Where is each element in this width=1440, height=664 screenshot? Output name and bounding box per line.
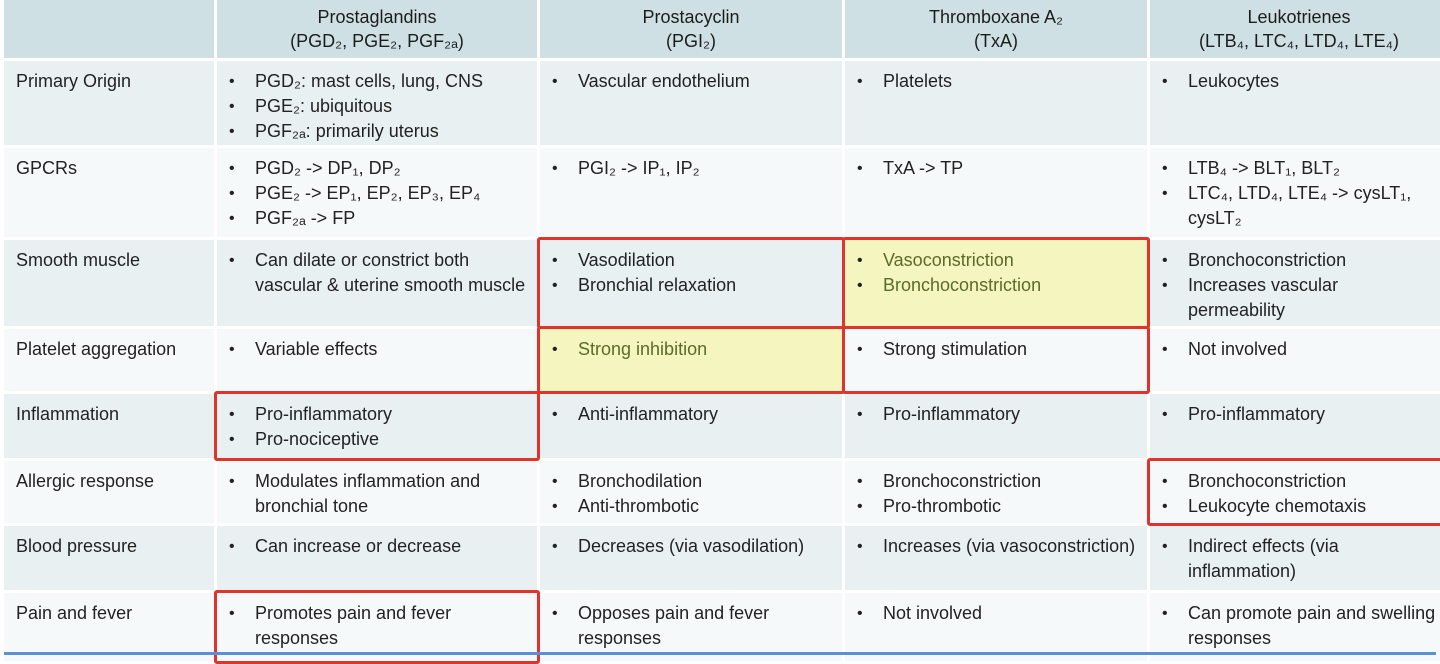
header-prostaglandins bbox=[217, 0, 537, 58]
header-blank bbox=[4, 0, 214, 58]
bullet-item: • Indirect effects (via inflammation) bbox=[1162, 534, 1438, 584]
bullet-item: • Vasodilation bbox=[552, 248, 832, 273]
row-label: GPCRs bbox=[4, 148, 214, 237]
cell-leukotrienes bbox=[1150, 148, 1440, 237]
bullet-item: • Pro-inflammatory bbox=[1162, 402, 1438, 427]
header-thromboxane bbox=[845, 0, 1147, 58]
cell-prostacyclin bbox=[540, 240, 842, 326]
bullet-item: • Bronchodilation bbox=[552, 469, 832, 494]
cell-thromboxane bbox=[845, 593, 1147, 661]
cell-prostaglandins bbox=[217, 61, 537, 145]
cell-prostacyclin bbox=[540, 148, 842, 237]
cell-thromboxane bbox=[845, 526, 1147, 590]
bullet-list bbox=[1162, 469, 1438, 519]
bullet-list bbox=[229, 248, 527, 298]
bullet-list bbox=[552, 534, 832, 559]
bullet-item: • Pro-thrombotic bbox=[857, 494, 1137, 519]
bullet-list bbox=[229, 534, 527, 559]
bullet-list bbox=[229, 156, 527, 231]
header-leukotrienes bbox=[1150, 0, 1440, 58]
bullet-list bbox=[552, 402, 832, 427]
bullet-list bbox=[1162, 69, 1438, 94]
cell-prostaglandins bbox=[217, 593, 537, 661]
table-bottom-rule bbox=[4, 652, 1436, 655]
bullet-list bbox=[1162, 248, 1438, 323]
bullet-item: • PGI₂ -> IP₁, IP₂ bbox=[552, 156, 832, 181]
bullet-list bbox=[552, 601, 832, 651]
bullet-list bbox=[1162, 601, 1438, 651]
bullet-item: • Bronchoconstriction bbox=[857, 469, 1137, 494]
header-col-name: Thromboxane A₂ bbox=[928, 7, 1064, 27]
bullet-item: • Bronchoconstriction bbox=[857, 273, 1137, 298]
bullet-item: • Not involved bbox=[857, 601, 1137, 626]
bullet-item: • Can increase or decrease bbox=[229, 534, 527, 559]
bullet-list bbox=[857, 156, 1137, 181]
header-col-name: Prostaglandins bbox=[317, 7, 437, 27]
row-label: Smooth muscle bbox=[4, 240, 214, 326]
bullet-list bbox=[552, 337, 832, 362]
header-prostacyclin bbox=[540, 0, 842, 58]
bullet-item: • Bronchoconstriction bbox=[1162, 469, 1438, 494]
bullet-item: • Strong inhibition bbox=[552, 337, 832, 362]
cell-leukotrienes bbox=[1150, 240, 1440, 326]
bullet-list bbox=[229, 337, 527, 362]
row-label: Blood pressure bbox=[4, 526, 214, 590]
bullet-item: • Anti-thrombotic bbox=[552, 494, 832, 519]
cell-leukotrienes bbox=[1150, 526, 1440, 590]
bullet-list bbox=[857, 601, 1137, 626]
cell-prostaglandins bbox=[217, 526, 537, 590]
bullet-item: • LTC₄, LTD₄, LTE₄ -> cysLT₁, cysLT₂ bbox=[1162, 181, 1438, 231]
bullet-list bbox=[1162, 534, 1438, 584]
bullet-list bbox=[1162, 337, 1438, 362]
row-label: Allergic response bbox=[4, 461, 214, 523]
bullet-list bbox=[1162, 156, 1438, 231]
cell-thromboxane bbox=[845, 240, 1147, 326]
bullet-item: • Platelets bbox=[857, 69, 1137, 94]
header-col-sub: (LTB₄, LTC₄, LTD₄, LTE₄) bbox=[1198, 31, 1400, 51]
header-col-name: Leukotrienes bbox=[1247, 7, 1351, 27]
cell-thromboxane bbox=[845, 329, 1147, 391]
bullet-list bbox=[857, 69, 1137, 94]
bullet-item: • Decreases (via vasodilation) bbox=[552, 534, 832, 559]
bullet-item: • PGF₂ₐ -> FP bbox=[229, 206, 527, 231]
cell-prostaglandins bbox=[217, 461, 537, 523]
row-label: Inflammation bbox=[4, 394, 214, 458]
bullet-item: • Opposes pain and fever responses bbox=[552, 601, 832, 651]
bullet-item: • Leukocytes bbox=[1162, 69, 1438, 94]
bullet-item: • Modulates inflammation and bronchial tone bbox=[229, 469, 527, 519]
cell-thromboxane bbox=[845, 61, 1147, 145]
bullet-item: • Bronchoconstriction bbox=[1162, 248, 1438, 273]
bullet-item: • PGE₂: ubiquitous bbox=[229, 94, 527, 119]
header-col-sub: (TxA) bbox=[974, 31, 1018, 51]
header-col-sub: (PGD₂, PGE₂, PGF₂ₐ) bbox=[290, 31, 464, 51]
cell-leukotrienes bbox=[1150, 61, 1440, 145]
cell-thromboxane bbox=[845, 394, 1147, 458]
bullet-item: • Promotes pain and fever responses bbox=[229, 601, 527, 651]
bullet-item: • PGD₂: mast cells, lung, CNS bbox=[229, 69, 527, 94]
bullet-item: • Bronchial relaxation bbox=[552, 273, 832, 298]
cell-prostacyclin bbox=[540, 394, 842, 458]
bullet-item: • Increases vascular permeability bbox=[1162, 273, 1438, 323]
cell-thromboxane bbox=[845, 148, 1147, 237]
bullet-item: • Increases (via vasoconstriction) bbox=[857, 534, 1137, 559]
cell-prostacyclin bbox=[540, 61, 842, 145]
bullet-list bbox=[552, 469, 832, 519]
row-label: Pain and fever bbox=[4, 593, 214, 661]
bullet-item: • PGE₂ -> EP₁, EP₂, EP₃, EP₄ bbox=[229, 181, 527, 206]
bullet-item: • Anti-inflammatory bbox=[552, 402, 832, 427]
cell-leukotrienes bbox=[1150, 593, 1440, 661]
bullet-list bbox=[229, 601, 527, 651]
bullet-list bbox=[857, 402, 1137, 427]
bullet-item: • PGF₂ₐ: primarily uterus bbox=[229, 119, 527, 144]
bullet-list bbox=[552, 248, 832, 298]
header-col-name: Prostacyclin bbox=[642, 7, 740, 27]
cell-prostacyclin bbox=[540, 461, 842, 523]
bullet-item: • Variable effects bbox=[229, 337, 527, 362]
header-col-sub: (PGI₂) bbox=[666, 31, 716, 51]
cell-prostaglandins bbox=[217, 394, 537, 458]
bullet-item: • Can promote pain and swelling responses bbox=[1162, 601, 1438, 651]
cell-leukotrienes bbox=[1150, 329, 1440, 391]
cell-prostacyclin bbox=[540, 593, 842, 661]
cell-leukotrienes bbox=[1150, 461, 1440, 523]
bullet-item: • PGD₂ -> DP₁, DP₂ bbox=[229, 156, 527, 181]
bullet-item: • TxA -> TP bbox=[857, 156, 1137, 181]
cell-prostaglandins bbox=[217, 329, 537, 391]
bullet-list bbox=[229, 69, 527, 144]
bullet-list bbox=[552, 69, 832, 94]
bullet-item: • Not involved bbox=[1162, 337, 1438, 362]
cell-leukotrienes bbox=[1150, 394, 1440, 458]
bullet-item: • Can dilate or constrict both vascular & uterine smooth muscle bbox=[229, 248, 527, 298]
cell-prostaglandins bbox=[217, 148, 537, 237]
bullet-list bbox=[552, 156, 832, 181]
bullet-list bbox=[857, 534, 1137, 559]
cell-prostacyclin bbox=[540, 329, 842, 391]
bullet-item: • Leukocyte chemotaxis bbox=[1162, 494, 1438, 519]
bullet-list bbox=[857, 337, 1137, 362]
bullet-item: • Pro-nociceptive bbox=[229, 427, 527, 452]
cell-thromboxane bbox=[845, 461, 1147, 523]
row-label: Platelet aggregation bbox=[4, 329, 214, 391]
bullet-item: • LTB₄ -> BLT₁, BLT₂ bbox=[1162, 156, 1438, 181]
row-label: Primary Origin bbox=[4, 61, 214, 145]
bullet-list bbox=[1162, 402, 1438, 427]
bullet-item: • Vasoconstriction bbox=[857, 248, 1137, 273]
bullet-list bbox=[857, 469, 1137, 519]
bullet-item: • Strong stimulation bbox=[857, 337, 1137, 362]
bullet-item: • Vascular endothelium bbox=[552, 69, 832, 94]
comparison-table bbox=[4, 0, 1436, 652]
bullet-list bbox=[857, 248, 1137, 298]
cell-prostaglandins bbox=[217, 240, 537, 326]
bullet-list bbox=[229, 402, 527, 452]
bullet-item: • Pro-inflammatory bbox=[857, 402, 1137, 427]
cell-prostacyclin bbox=[540, 526, 842, 590]
bullet-list bbox=[229, 469, 527, 519]
bullet-item: • Pro-inflammatory bbox=[229, 402, 527, 427]
